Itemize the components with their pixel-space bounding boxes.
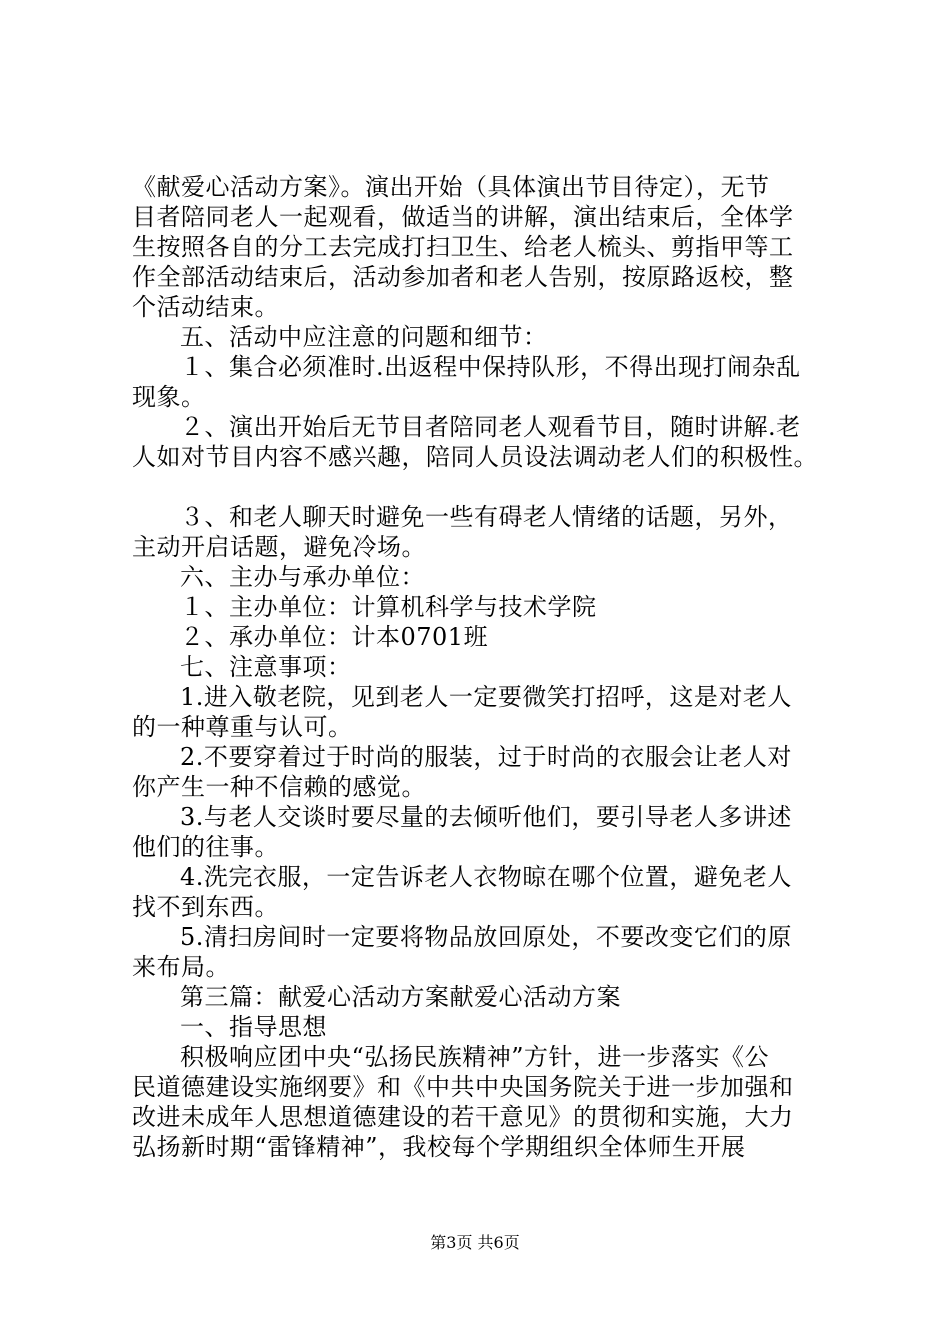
- text-line: 1.进入敬老院，见到老人一定要微笑打招呼，这是对老人: [180, 683, 792, 711]
- text-line: 来布局。: [132, 953, 230, 981]
- text-line: ３、和老人聊天时避免一些有碍老人情绪的话题，另外，: [180, 503, 793, 531]
- text-line: １、集合必须准时.出返程中保持队形，不得出现打闹杂乱: [180, 353, 801, 381]
- text-line: 作全部活动结束后，活动参加者和老人告别，按原路返校，整: [132, 263, 794, 291]
- text-line: ２、承办单位：计本0701班: [180, 623, 489, 651]
- text-line: 积极响应团中央“弘扬民族精神”方针，进一步落实《公: [180, 1043, 770, 1071]
- text-line: 《献爱心活动方案》。演出开始（具体演出节目待定），无节: [132, 173, 770, 201]
- text-line: 你产生一种不信赖的感觉。: [132, 773, 426, 801]
- text-line: 的一种尊重与认可。: [132, 713, 353, 741]
- text-line: 2.不要穿着过于时尚的服装，过于时尚的衣服会让老人对: [180, 743, 792, 771]
- section-heading: 第三篇：献爱心活动方案献爱心活动方案: [180, 983, 621, 1011]
- section-heading: 七、注意事项：: [180, 653, 352, 681]
- section-heading: 一、指导思想: [180, 1013, 327, 1041]
- page-footer: 第3页 共6页: [430, 1233, 520, 1252]
- text-line: 生按照各自的分工去完成打扫卫生、给老人梳头、剪指甲等工: [132, 233, 794, 261]
- text-line: 主动开启话题，避免冷场。: [132, 533, 426, 561]
- text-line: ２、演出开始后无节目者陪同老人观看节目，随时讲解.老: [180, 413, 801, 441]
- text-line: 改进未成年人思想道德建设的若干意见》的贯彻和实施，大力: [132, 1103, 794, 1131]
- section-heading: 六、主办与承办单位：: [180, 563, 425, 591]
- text-line: 5.清扫房间时一定要将物品放回原处，不要改变它们的原: [180, 923, 792, 951]
- text-line: 现象。: [132, 383, 206, 411]
- text-line: 他们的往事。: [132, 833, 279, 861]
- text-line: 民道德建设实施纲要》和《中共中央国务院关于进一步加强和: [132, 1073, 794, 1101]
- text-line: １、主办单位：计算机科学与技术学院: [180, 593, 597, 621]
- text-line: 4.洗完衣服，一定告诉老人衣物晾在哪个位置，避免老人: [180, 863, 792, 891]
- paragraph-gap: [132, 472, 836, 502]
- text-line: 3.与老人交谈时要尽量的去倾听他们，要引导老人多讲述: [180, 803, 792, 831]
- text-line: 目者陪同老人一起观看，做适当的讲解，演出结束后，全体学: [132, 203, 794, 231]
- text-line: 人如对节目内容不感兴趣，陪同人员设法调动老人们的积极性。: [132, 443, 818, 471]
- text-line: 找不到东西。: [132, 893, 279, 921]
- text-line: 个活动结束。: [132, 293, 279, 321]
- section-heading: 五、活动中应注意的问题和细节：: [180, 323, 548, 351]
- body-text: [132, 172, 836, 1162]
- text-line: 弘扬新时期“雷锋精神”，我校每个学期组织全体师生开展: [132, 1133, 746, 1161]
